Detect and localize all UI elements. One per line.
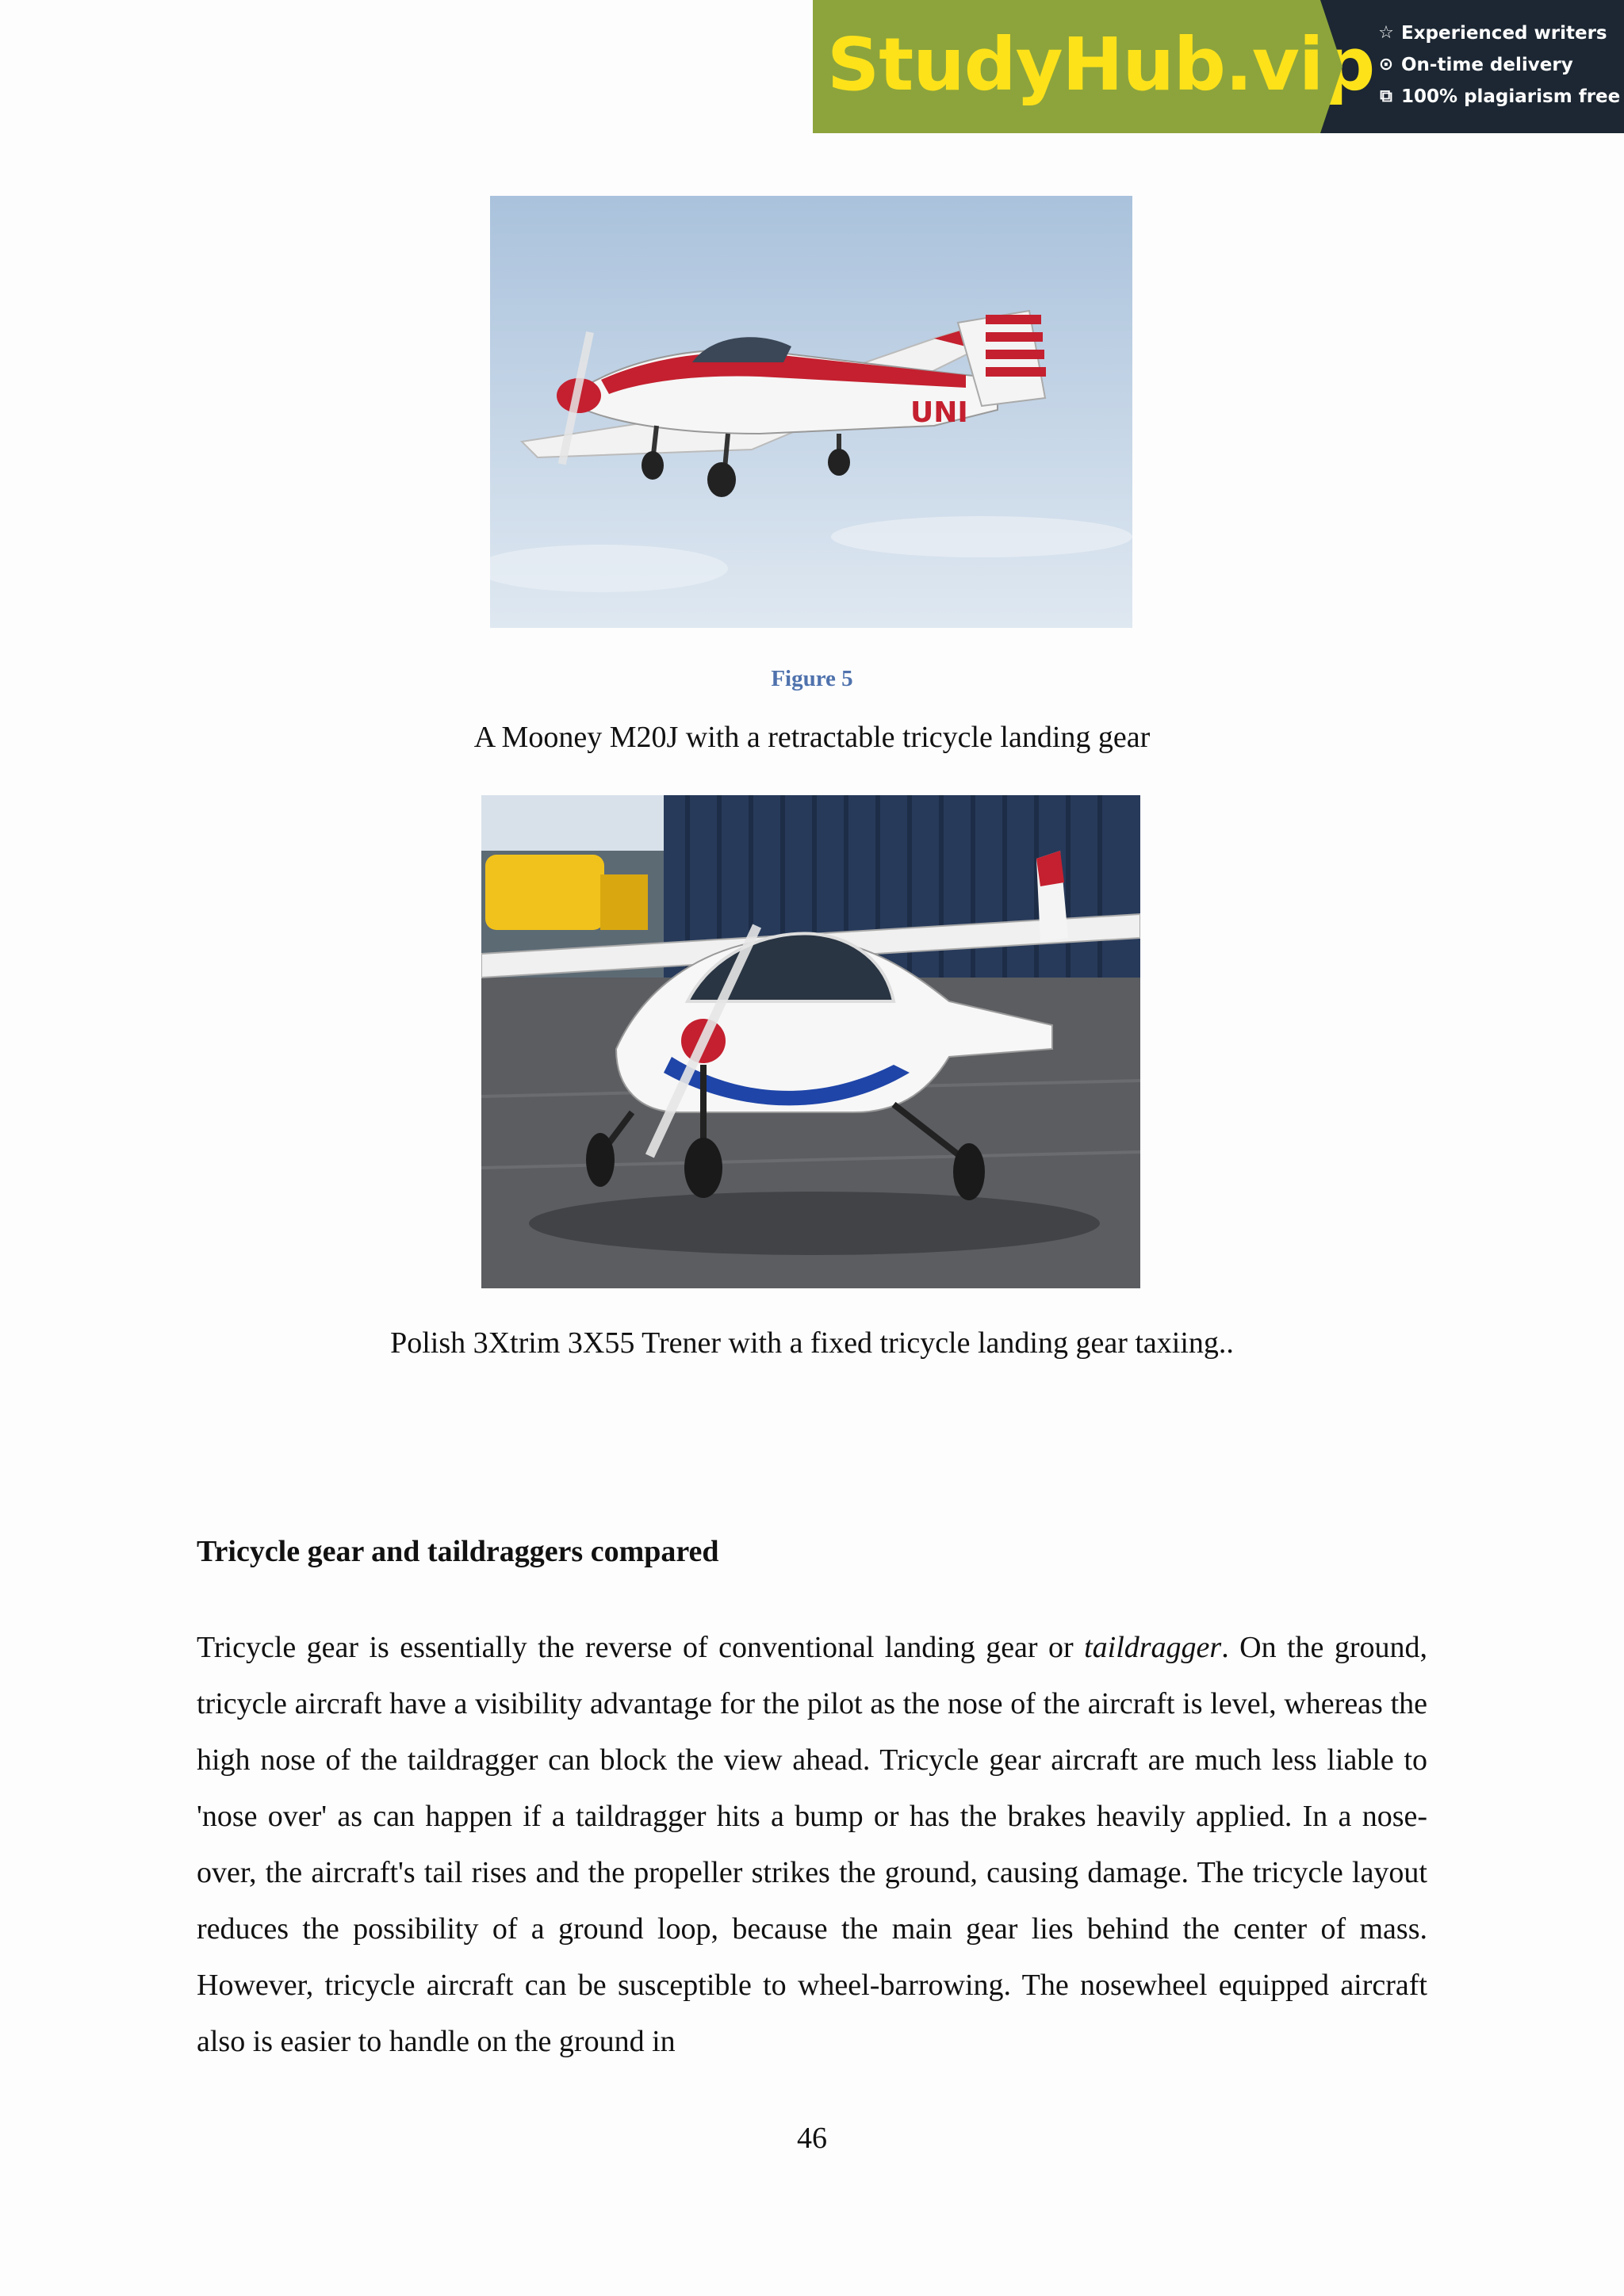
- feature-item: [1376, 49, 1624, 81]
- feature-label: Experienced writers: [1401, 23, 1607, 44]
- trener-photo: [481, 795, 1140, 1288]
- copy-icon: ⧉: [1380, 86, 1392, 106]
- paragraph-text: . On the ground, tricycle aircraft have a visibility advantage for the pilot as the nose of the aircraft is level, whereas the high nose of the taildragger can block the view ahead. Tricycle gear aircraft are much less liable to 'nose over' as can happen if a taildragger hits a bump or has the brakes heavily applied. In a nose-over, the aircraft's tail rises and the propeller strikes the ground, causing damage. The tricycle layout reduces the possibility of a ground loop, because the main gear lies behind the center of mass. However, tricycle aircraft can be susceptible to wheel-barrowing. The nosewheel equipped aircraft also is easier to handle on the ground in: [197, 1631, 1427, 2058]
- paragraph-text: Tricycle gear is essentially the reverse of conventional landing gear or: [197, 1631, 1085, 1664]
- clock-icon: ⊙: [1378, 55, 1394, 75]
- brand-logo: StudyHub.vip: [827, 22, 1375, 107]
- figure1-caption: A Mooney M20J with a retractable tricycle landing gear: [473, 721, 1151, 754]
- feature-item: [1376, 81, 1624, 113]
- banner-arrow-shape: [1320, 0, 1342, 133]
- italic-term: taildragger: [1084, 1631, 1222, 1664]
- mooney-photo: [490, 196, 1132, 628]
- page-number: 46: [797, 2122, 827, 2155]
- feature-label: 100% plagiarism free: [1401, 86, 1621, 107]
- feature-label: On-time delivery: [1401, 55, 1573, 75]
- figure2-caption: Polish 3Xtrim 3X55 Trener with a fixed tricycle landing gear taxiing..: [390, 1326, 1234, 1360]
- section-heading: Tricycle gear and taildraggers compared: [197, 1535, 719, 1568]
- studyhub-banner[interactable]: [813, 0, 1624, 133]
- body-paragraph: [197, 1620, 1427, 2070]
- tail-registration: UNI: [910, 396, 968, 429]
- feature-item: [1376, 17, 1624, 49]
- brand-panel: [813, 0, 1375, 133]
- figure-label: Figure 5: [771, 666, 853, 691]
- star-icon: ☆: [1378, 23, 1394, 43]
